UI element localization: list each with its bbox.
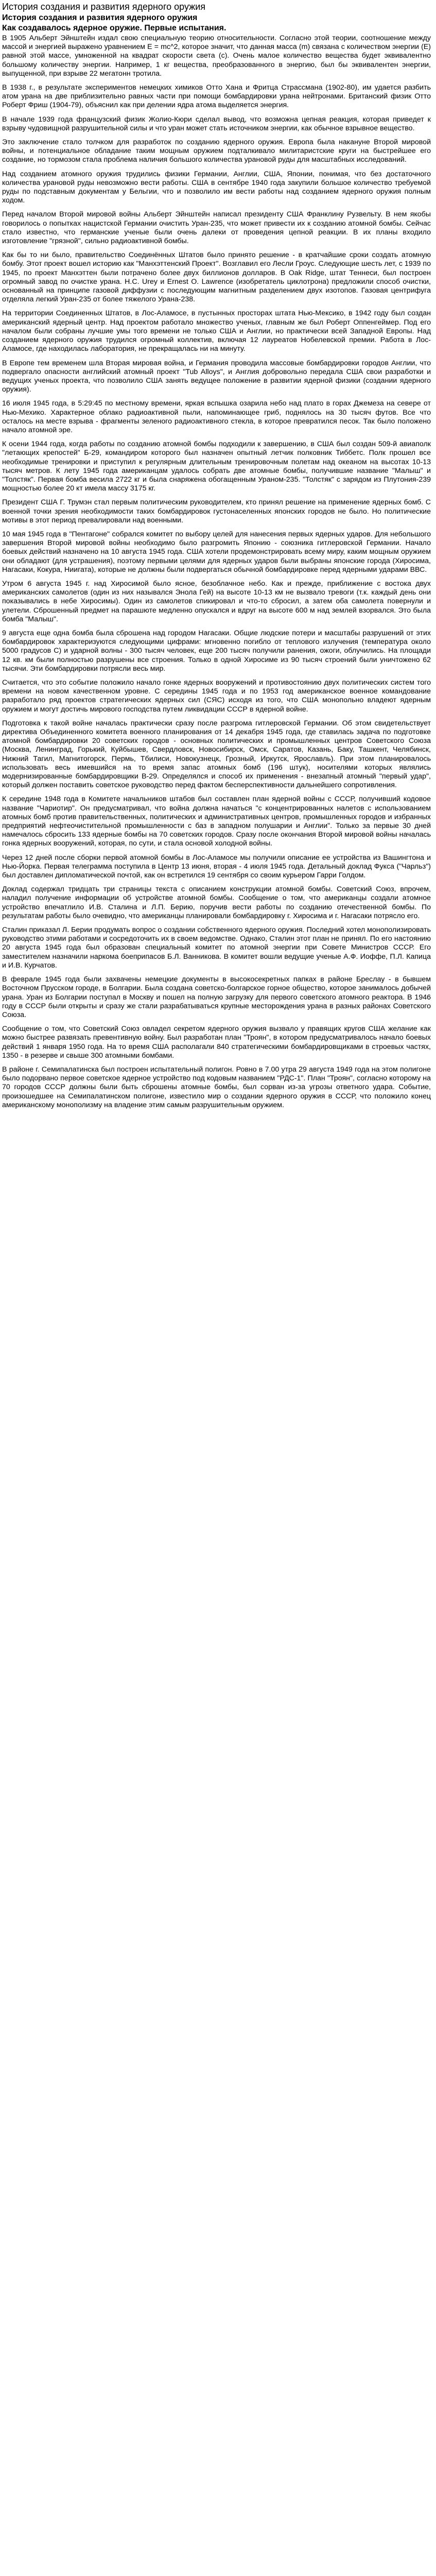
article-body xyxy=(2,34,434,1110)
article-paragraph: В 1905 Альберт Эйнштейн издал свою специальную теорию относительности. Согласно этой теории, соотношение между массой и энергией выражено уравнением E = mc^2, которое значит, что данная масса (m) связана с количеством энергии (E) равной этой массе, умноженной на квадрат скорости света (c). Очень малое количество вещества будет эквивалентно большому количеству энергии. Например, 1 кг вещества, преобразованного в энергию, был бы эквивалентен энергии, выпущенной, при взрыве 22 мегатонн тротила. xyxy=(2,34,431,78)
article-paragraph: 9 августа еще одна бомба была сброшена над городом Нагасаки. Общие людские потери и масштабы разрушений от этих бомбардировок характеризуются следующими цифрами: мгновенно погибло от теплового излучения (температура около 5000 градусов С) и ударной волны - 300 тысяч человек, еще 200 тысяч получили ранения, ожоги, облучились. На площади 12 кв. км были полностью разрушены все строения. Только в одной Хиросиме из 90 тысяч строений были уничтожено 62 тысячи. Эти бомбардировки потрясли весь мир. xyxy=(2,629,431,673)
article-paragraph: Президент США Г. Трумэн стал первым политическим руководителем, кто принял решение на применение ядерных бомб. С военной точки зрения необходимости таких бомбардировок густонаселенных японских городов не было. Но политические мотивы в этот период превалировали над военными. xyxy=(2,498,431,524)
article-paragraph: 16 июля 1945 года, в 5:29:45 по местному времени, яркая вспышка озарила небо над плато в горах Джемеза на севере от Нью-Мехико. Характерное облако радиоактивной пыли, напоминающее гриб, поднялось на 30 тысяч футов. Все что осталось на месте взрыва - фрагменты зеленого радиоактивного стекла, в которое превратился песок. Так было положено начало атомной эре. xyxy=(2,399,431,434)
article-paragraph: Над созданием атомного оружия трудились физики Германии, Англии, США, Японии, понимая, что без достаточного количества урановой руды невозможно вести работы. США в сентябре 1940 года закупили большое количество требуемой руды по подставным документам у Бельгии, что и позволило им вести работы над созданием ядерного оружия полным ходом. xyxy=(2,170,431,205)
article-paragraph: В районе г. Семипалатинска был построен испытательный полигон. Ровно в 7.00 утра 29 августа 1949 года на этом полигоне было подорвано первое советское ядерное устройство под кодовым названием "РДС-1". План "Троян", согласно которому на 70 городов СССР должны были быть сброшены атомные бомбы, был сорван из-за угрозы ответного удара. Событие, произошедшее на Семипалатинском полигоне, известило мир о создании ядерного оружия в СССР, что положило конец американскому монополизму на владение этим самым разрушительным оружием. xyxy=(2,1065,431,1109)
article-paragraph: Утром 6 августа 1945 г. над Хиросимой было ясное, безоблачное небо. Как и прежде, приближение с востока двух американских самолетов (один из них назывался Энола Гей) на высоте 10-13 км не вызвало тревоги (т.к. каждый день они показывались в небе Хиросимы). Один из самолетов спикировал и что-то сбросил, а затем оба самолета повернули и улетели. Сброшенный предмет на парашюте медленно опускался и вдруг на высоте 600 м над землей взорвался. Это была бомба "Малыш". xyxy=(2,579,431,623)
article-paragraph: Это заключение стало толчком для разработок по созданию ядерного оружия. Европа была накануне Второй мировой войны, и потенциальное обладание таким мощным оружием подталкивало милитаристские круги на быстрейшее его создание, но тормозом стала проблема наличия большого количества урановой руды для масштабных исследований. xyxy=(2,138,431,164)
article-paragraph: В 1938 г., в результате экспериментов немецких химиков Отто Хана и Фритца Страссмана (1902-80), им удается разбить атом урана на две приблизительно равных части при помощи бомбардировки урана нейтронами. Британский физик Отто Роберт Фриш (1904-79), объяснил как при делении ядра атома выделяется энергия. xyxy=(2,83,431,110)
article-paragraph: Сообщение о том, что Советский Союз овладел секретом ядерного оружия вызвало у правящих кругов США желание как можно быстрее развязать превентивную войну. Был разработан план "Троян", в котором предусматривалось начало боевых действий 1 января 1950 года. На то время США располагали 840 стратегическими бомбардировщиками в строевых частях, 1350 - в резерве и свыше 300 атомными бомбами. xyxy=(2,1025,431,1060)
site-title: История создания и развития ядерного оружия xyxy=(2,2,205,12)
article-paragraph: В Европе тем временем шла Вторая мировая война, и Германия проводила массовые бомбардировки городов Англии, что подвергало опасности английский атомный проект "Tub Alloys", и Англия добровольно передала США свои разработки и ведущих ученых проекта, что позволило США занять ведущее положение в развитии ядерной физики (создании ядерного оружия). xyxy=(2,359,431,394)
article-paragraph: Считается, что это событие положило начало гонке ядерных вооружений и противостоянию двух политических систем того времени на новом качественном уровне. С середины 1945 года и по 1953 год американское военное командование разработало ряд проектов стратегических ядерных сил (СЯС) исходя из того, что США монопольно владеют ядерным оружием и могут достичь мирового господства путем ликвидации СССР в ядерной войне. xyxy=(2,679,431,714)
article-paragraph: Подготовка к такой войне началась практически сразу после разгрома гитлеровской Германии. Об этом свидетельствует директива Объединенного комитета военного планирования от 14 декабря 1945 года, где ставилась задача по подготовке атомной бомбардировки 20 советских городов - основных политических и промышленных центров Советского Союза (Москва, Ленинград, Горький, Куйбышев, Свердловск, Новосибирск, Омск, Саратов, Казань, Баку, Ташкент, Челябинск, Нижний Тагил, Магнитогорск, Пермь, Тбилиси, Новокузнецк, Грозный, Иркутск, Ярославль). При этом планировалось использовать весь имевшийся на то время запас атомных бомб (196 штук), носителями которых являлись модернизированные бомбардировщики В-29. Определялся и способ их применения - внезапный атомный "первый удар", который должен поставить советское руководство перед фактом бесперспективности дальнейшего сопротивления. xyxy=(2,719,431,790)
article-paragraph: К осени 1944 года, когда работы по созданию атомной бомбы подходили к завершению, в США был создан 509-й авиаполк "летающих крепостей" Б-29, командиром которого был назначен опытный летчик полковник Тиббетс. Полк прошел все необходимые тренировки и приступил к регулярным длительным тренировочным полетам над океаном на высотах 10-13 тысяч метров. К лету 1945 года американцам удалось собрать две атомные бомбы, получившие название "Малыш" и "Толстяк". Первая бомба весила 2722 кг и была снаряжена обогащенным Ураном-235. "Толстяк" с зарядом из Плутония-239 мощностью более 20 кт имела массу 3175 кг. xyxy=(2,440,431,493)
article-paragraph: В феврале 1945 года были захвачены немецкие документы в высокосекретных папках в районе Бреслау - в бывшем Восточном Прусском городе, в Болгарии. Была создана советско-болгарское горное общество, которое занималось добычей урана. Уран из Болгарии поступал в Москву и пошел на полную загрузку для первого советского атомного реактора. В 1946 году в СССР были открыты и сразу же стали разрабатываться крупные месторождения урана в разных районах Советского Союза. xyxy=(2,975,431,1019)
article-paragraph: 10 мая 1945 года в "Пентагоне" собрался комитет по выбору целей для нанесения первых ядерных ударов. Для небольшого завершения Второй мировой войны необходимо было разгромить Японию - союзника гитлеровской Германии. Начало боевых действий назначено на 10 августа 1945 года. США хотели продемонстрировать всему миру, каким мощным оружием они обладают (для устрашения), поэтому первыми целями для ядерных ударов были выбраны японские города (Хиросима, Нагасаки, Кокура, Ниигата), которые не должны были подвергаться обычной бомбардировке перед ядерными ударами ВВС. xyxy=(2,530,431,574)
page xyxy=(0,0,436,1110)
article-paragraph: Перед началом Второй мировой войны Альберт Эйнштейн написал президенту США Франклину Рузвельту. В нем якобы говорилось о попытках нацистской Германии очистить Уран-235, что может привести их к созданию атомной бомбы. Сейчас стало известно, что германские ученые были очень далеки от проведения цепной реакции. В их планы входило изготовление "грязной", сильно радиоактивной бомбы. xyxy=(2,210,431,246)
article-paragraph: Сталин приказал Л. Берии продумать вопрос о создании собственного ядерного оружия. Последний хотел монополизировать руководство этими работами и сосредоточить их в своем ведомстве. Однако, Сталин этот план не принял. По его настоянию 20 августа 1945 года был образован специальный комитет по атомной энергии при Совете Министров СССР. Его заместителем назначили наркома боеприпасов Б.Л. Ванникова. В комитет вошли ведущие ученые А.Ф. Иоффе, П.Л. Капица и И.В. Курчатов. xyxy=(2,926,431,970)
article-paragraph: На территории Соединенных Штатов, в Лос-Аламосе, в пустынных просторах штата Нью-Мексико, в 1942 году был создан американский ядерный центр. Над проектом работало множество ученых, главным же был Роберт Оппенгеймер. Под его началом были собраны лучшие умы того времени не только США и Англии, но практически всей Западной Европы. Над созданием ядерного оружия трудился огромный коллектив, включая 12 лауреатов Нобелевской премии. Работа в Лос-Аламосе, где находилась лаборатория, не прекращалась ни на минуту. xyxy=(2,309,431,353)
article-paragraph: К середине 1948 года в Комитете начальников штабов был составлен план ядерной войны с СССР, получивший кодовое название "Чариотир". Он предусматривал, что война должна начаться "с концентрированных налетов с использованием атомных бомб против правительственных, политических и административных центров, промышленных городов и избранных предприятий нефтеочистительной промышленности с баз в западном полушарии и Англии". Только за первые 30 дней намечалось сбросить 133 ядерные бомбы на 70 советских городов. Сразу после окончания Второй мировой войны началась гонка ядерных вооружений, которая, по сути, и стала основой холодной войны. xyxy=(2,795,431,848)
article-paragraph: Через 12 дней после сборки первой атомной бомбы в Лос-Аламосе мы получили описание ее устройства из Вашингтона и Нью-Йорка. Первая телеграмма поступила в Центр 13 июня, вторая - 4 июля 1945 года. Детальный доклад Фукса ("Чарльз") был доставлен дипломатической почтой, как он встретился 19 сентября со своим курьером Гарри Голдом. xyxy=(2,853,431,880)
article-paragraph: Как бы то ни было, правительство Соединённых Штатов было принято решение - в кратчайшие сроки создать атомную бомбу. Этот проект вошел историю как "Манхэттенский Проект". Возглавил его Лесли Гроус. Следующие шесть лет, с 1939 по 1945, по проект Манхэттен были потрачено более двух биллионов долларов. В Oak Ridge, штат Теннеси, был построен огромный завод по очистке урана. H.C. Urey и Ernest O. Lawrence (изобретатель циклотрона) предложили способ очистки, основанный на принципе газовой диффузии с последующим магнитным разделением двух изотопов. Газовая центрифуга отделяла легкий Уран-235 от более тяжелого Урана-238. xyxy=(2,251,431,304)
section-heading: Как создавалось ядерное оружие. Первые испытания. xyxy=(2,24,226,32)
article-paragraph: Доклад содержал тридцать три страницы текста с описанием конструкции атомной бомбы. Советский Союз, впрочем, наладил получение информации об устройстве атомной бомбы. Сообщение о том, что американцы создали атомное устройство впечатлило И.В. Сталина и Л.П. Берию, поручив вести работы по созданию отечественной бомбы. По результатам работы было очевидно, что американцы планировали бомбардировку г. Хиросима и г. Нагасаки потрясло его. xyxy=(2,885,431,920)
page-title: История создания и развития ядерного оружия xyxy=(2,13,198,22)
article-paragraph: В начале 1939 года французский физик Жолио-Кюри сделал вывод, что возможна цепная реакция, которая приведет к взрыву чудовищной разрушительной силы и что уран может стать источником энергии, как обычное взрывное вещество. xyxy=(2,115,431,132)
